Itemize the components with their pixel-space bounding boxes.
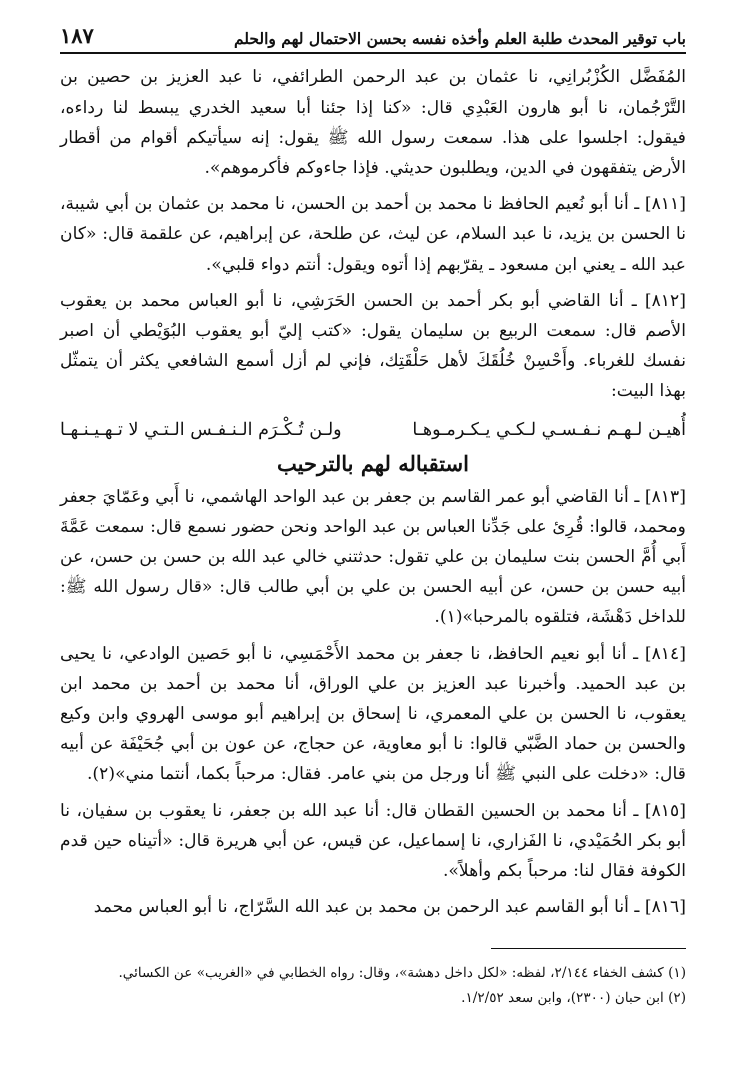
paragraph-816-start: [٨١٦] ـ أنا أبو القاسم عبد الرحمن بن محمد بن عبد الله السَّرّاج، نا أبو العباس محمد [93, 897, 686, 918]
section-heading: استقباله لهم بالترحيب [277, 450, 469, 476]
poem-verse [60, 413, 686, 447]
footnote-2: (٢) ابن حبان (٢٣٠٠)، وابن سعد ١/٢/٥٢. [461, 990, 686, 1007]
verse-first-hemistich: أُهيـن لـهـم نـفـسـي لـكـي يـكـرمـوهـا [412, 419, 686, 440]
paragraph-813: [٨١٣] ـ أنا القاضي أبو عمر القاسم بن جعفر بن عبد الواحد الهاشمي، نا أَبي وعَمّايَ جعفر ومحمد، قالوا: قُرِئ على جَدِّنا العباس بن عبد الواحد ونحن حضور نسمع قال: سمعت عَمَّةَ أَبي أُمَّ الحسن بنت سليمان بن علي تقول: حدثتني خالي عبد الله بن حسن بن حسن، عن أبيه حسن بن حسن، عن أبيه الحسن بن علي بن أبي طالب قال: «قال رسول الله ﷺ: للداخل دَهْشَة، فتلقوه بالمرحبا»(١). [60, 486, 686, 628]
paragraph-810-continuation: المُفَضَّل الكُزْبُرانِي، نا عثمان بن عبد الرحمن الطرائفي، نا عبد العزيز بن حصين بن التَّرْجُمان، نا أبو هارون العَبْدِي قال: «كنا إذا جئنا أبا سعيد الخدري يبسط لنا رداءه، فيقول: اجلسوا على هذا. سمعت رسول الله ﷺ يقول: إنه سيأتيكم أقوام من أقطار الأرض يتفقهون في الدين، ويطلبون حديثي. فإذا جاءوكم فأكرموهم». [60, 67, 686, 178]
chapter-title: باب توقير المحدث طلبة العلم وأخذه نفسه بحسن الاحتمال لهم والحلم [233, 29, 686, 49]
header-rule [60, 52, 686, 54]
page-number: ١٨٧ [60, 23, 94, 48]
running-header [60, 22, 686, 52]
paragraph-812: [٨١٢] ـ أنا القاضي أبو بكر أحمد بن الحسن الحَرَشِي، نا أبو العباس محمد بن يعقوب الأصم قال: سمعت الربيع بن سليمان يقول: «كتب إليّ أبو يعقوب البُوَيْطي أن اصبر نفسك للغرباء. وأَحْسِنْ خُلُقَكَ لأهل حَلْقَتِك، فإني لم أزل أسمع الشافعي يكثر أن يتمثّل بهذا البيت: [60, 290, 686, 402]
verse-second-hemistich: ولـن تُـكْـرَم الـنـفـس الـتـي لا تـهـيـنـهـا [60, 419, 342, 440]
footnote-rule [491, 948, 686, 949]
book-page [60, 22, 686, 1011]
footnote-1: (١) كشف الخفاء ٢/١٤٤، لفظه: «لكل داخل دهشة»، وقال: رواه الخطابي في «الغريب» عن الكسائي. [118, 965, 686, 982]
paragraph-814: [٨١٤] ـ أنا أبو نعيم الحافظ، نا جعفر بن محمد الأَحْمَسِي، نا أبو حَصين الوادعي، نا يحيى بن عبد الحميد. وأخبرنا عبد العزيز بن علي الوراق، أنا محمد بن أحمد بن محمد ابن يعقوب، نا الحسن بن علي المعمري، نا إسحاق بن إبراهيم أبو موسى الهروي وابن وكيع والحسن بن حماد الضَّبّي قالوا: نا أبو معاوية، عن حجاج، عن عون بن أبي جُحَيْفَة عن أبيه قال: «دخلت على النبي ﷺ أنا ورجل من بني عامر. فقال: مرحباً بكما، أنتما مني»(٢). [60, 643, 686, 785]
paragraph-811: [٨١١] ـ أنا أبو نُعيم الحافظ نا محمد بن أحمد بن الحسن، نا محمد بن عثمان بن أبي شيبة، نا الحسن بن يزيد، نا عبد السلام، عن ليث، عن طلحة، عن إبراهيم، عن علقمة قال: «كان عبد الله ـ يعني ابن مسعود ـ يقرّبهم إذا أتوه ويقول: أنتم دواء قلبي». [60, 194, 686, 275]
paragraph-815: [٨١٥] ـ أنا محمد بن الحسين القطان قال: أنا عبد الله بن جعفر، نا يعقوب بن سفيان، نا أبو بكر الحُمَيْدي، نا الفَزاري، نا إسماعيل، عن قيس، عن أبي هريرة قال: «أتيناه حين قدم الكوفة فقال لنا: مرحباً بكم وأهلاً». [60, 800, 687, 881]
